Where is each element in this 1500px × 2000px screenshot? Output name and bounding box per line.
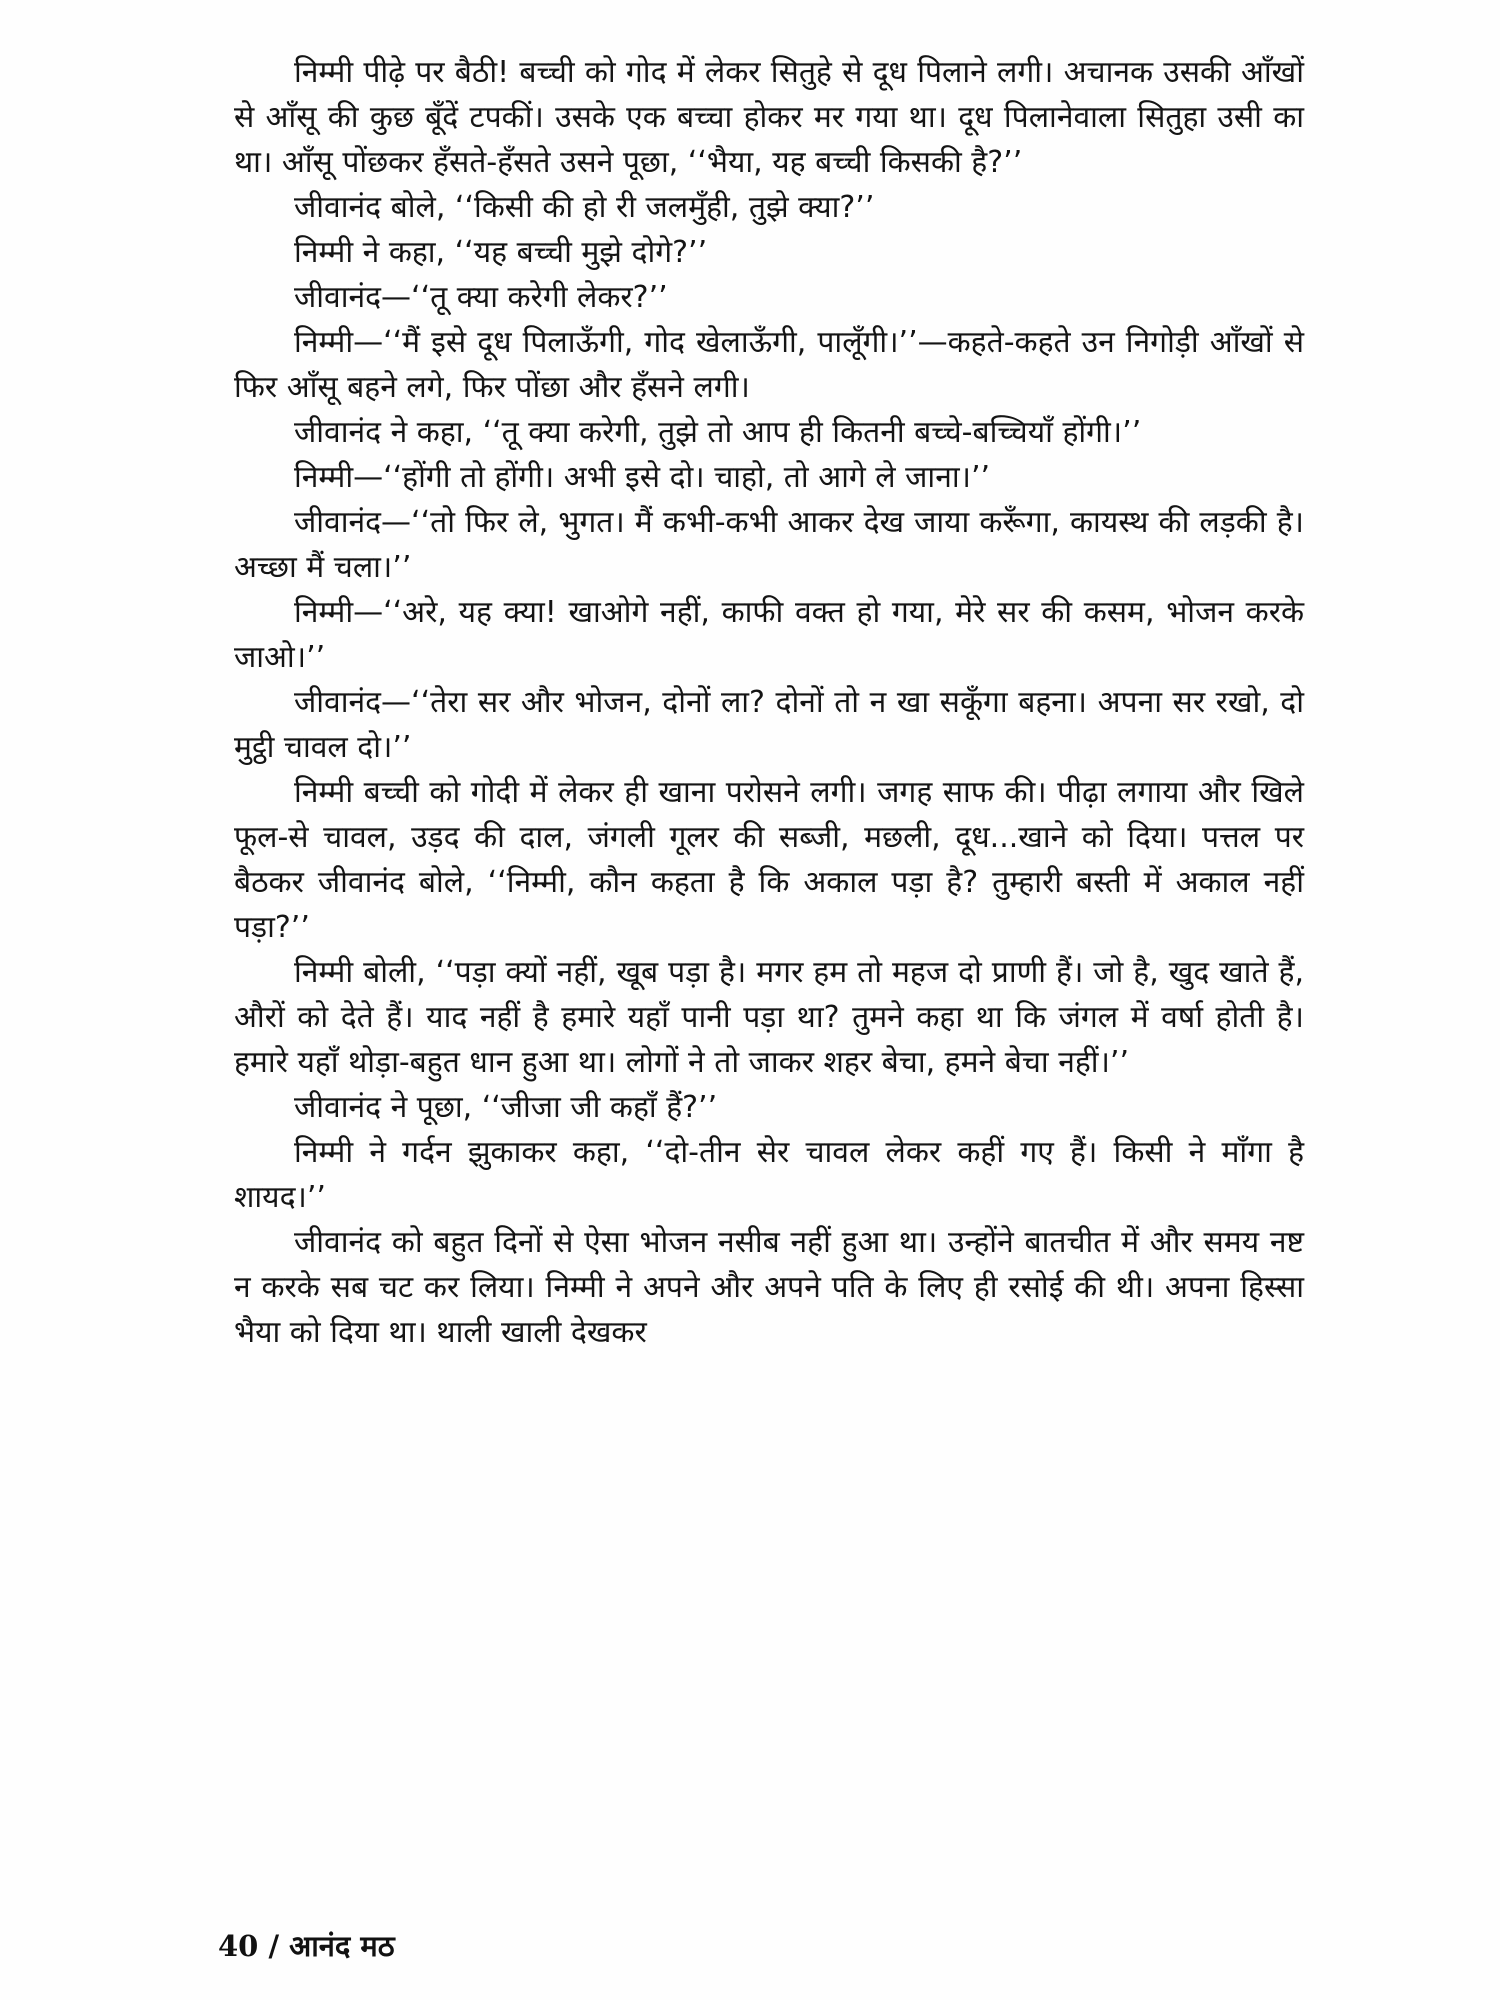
paragraph-4: जीवानंद—‘‘तू क्या करेगी लेकर?’’ xyxy=(294,280,668,315)
paragraph-2: जीवानंद बोले, ‘‘किसी की हो री जलमुँही, तुझे क्या?’’ xyxy=(294,190,875,225)
paragraph-11: निम्मी बच्ची को गोदी में लेकर ही खाना परोसने लगी। जगह साफ की। पीढ़ा लगाया और खिले फूल-से चावल, उड़द की दाल, जंगली गूलर की सब्जी, मछली, दूध...खाने को दिया। पत्तल पर बैठकर जीवानंद बोले, ‘‘निम्मी, कौन कहता है कि अकाल पड़ा है? तुम्हारी बस्ती में अकाल नहीं पड़ा?’’ xyxy=(234,775,1304,945)
paragraph-10: जीवानंद—‘‘तेरा सर और भोजन, दोनों ला? दोनों तो न खा सकूँगा बहना। अपना सर रखो, दो मुट्ठी चावल दो।’’ xyxy=(234,685,1304,765)
paragraph-12: निम्मी बोली, ‘‘पड़ा क्यों नहीं, खूब पड़ा है। मगर हम तो महज दो प्राणी हैं। जो है, खुद खाते हैं, औरों को देते हैं। याद नहीं है हमारे यहाँ पानी पड़ा था? तुमने कहा था कि जंगल में वर्षा होती है। हमारे यहाँ थोड़ा-बहुत धान हुआ था। लोगों ने तो जाकर शहर बेचा, हमने बेचा नहीं।’’ xyxy=(234,955,1304,1080)
body-text xyxy=(234,50,1304,1355)
paragraph-9: निम्मी—‘‘अरे, यह क्या! खाओगे नहीं, काफी वक्त हो गया, मेरे सर की कसम, भोजन करके जाओ।’’ xyxy=(234,595,1304,675)
paragraph-3: निम्मी ने कहा, ‘‘यह बच्ची मुझे दोगे?’’ xyxy=(294,235,708,270)
paragraph-1: निम्मी पीढ़े पर बैठी! बच्ची को गोद में लेकर सितुहे से दूध पिलाने लगी। अचानक उसकी आँखों से आँसू की कुछ बूँदें टपकीं। उसके एक बच्चा होकर मर गया था। दूध पिलानेवाला सितुहा उसी का था। आँसू पोंछकर हँसते-हँसते उसने पूछा, ‘‘भैया, यह बच्ची किसकी है?’’ xyxy=(234,55,1304,180)
paragraph-8: जीवानंद—‘‘तो फिर ले, भुगत। मैं कभी-कभी आकर देख जाया करूँगा, कायस्थ की लड़की है। अच्छा मैं चला।’’ xyxy=(234,505,1304,585)
paragraph-13: जीवानंद ने पूछा, ‘‘जीजा जी कहाँ हैं?’’ xyxy=(294,1090,718,1125)
paragraph-5: निम्मी—‘‘मैं इसे दूध पिलाऊँगी, गोद खेलाऊँगी, पालूँगी।’’—कहते-कहते उन निगोड़ी आँखों से फिर आँसू बहने लगे, फिर पोंछा और हँसने लगी। xyxy=(234,325,1304,405)
paragraph-7: निम्मी—‘‘होंगी तो होंगी। अभी इसे दो। चाहो, तो आगे ले जाना।’’ xyxy=(294,460,991,495)
paragraph-15: जीवानंद को बहुत दिनों से ऐसा भोजन नसीब नहीं हुआ था। उन्होंने बातचीत में और समय नष्ट न करके सब चट कर लिया। निम्मी ने अपने और अपने पति के लिए ही रसोई की थी। अपना हिस्सा भैया को दिया था। थाली खाली देखकर xyxy=(234,1225,1304,1350)
paragraph-6: जीवानंद ने कहा, ‘‘तू क्या करेगी, तुझे तो आप ही कितनी बच्चे-बच्चियाँ होंगी।’’ xyxy=(294,415,1142,450)
page-footer: 40 / आनंद मठ xyxy=(218,1929,395,1963)
paragraph-14: निम्मी ने गर्दन झुकाकर कहा, ‘‘दो-तीन सेर चावल लेकर कहीं गए हैं। किसी ने माँगा है शायद।’’ xyxy=(234,1135,1304,1215)
